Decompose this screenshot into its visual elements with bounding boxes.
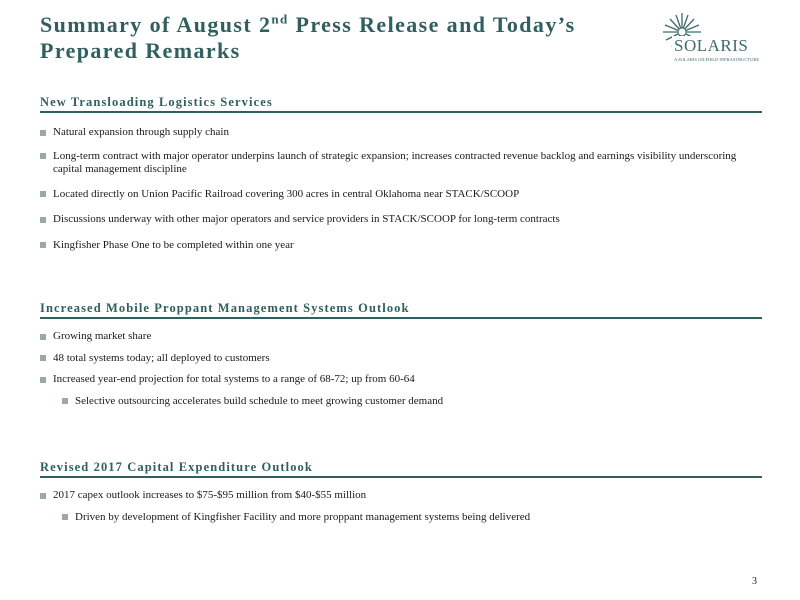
bullet-text: Located directly on Union Pacific Railroad covering 300 acres in central Oklahoma near STACK/SCOOP xyxy=(53,187,520,200)
square-bullet-icon xyxy=(40,493,46,499)
bullet-text: Selective outsourcing accelerates build schedule to meet growing customer demand xyxy=(75,394,444,407)
list-item xyxy=(40,330,760,344)
title-line1-end: Press Release and Today’s xyxy=(288,12,576,37)
list-item xyxy=(40,213,760,227)
page-number: 3 xyxy=(752,576,757,587)
list-item xyxy=(40,188,760,202)
bullet-text: Natural expansion through supply chain xyxy=(53,126,229,138)
sub-list-item xyxy=(62,395,760,409)
title-ordinal-suffix: nd xyxy=(271,11,289,27)
square-bullet-icon xyxy=(40,153,46,159)
square-bullet-icon xyxy=(40,242,46,248)
square-bullet-icon xyxy=(40,334,46,340)
title-line1-start: Summary of August 2 xyxy=(40,12,272,37)
square-bullet-icon xyxy=(62,398,68,404)
bullet-text: 48 total systems today; all deployed to customers xyxy=(53,351,270,364)
sub-list-item xyxy=(62,511,760,525)
bullet-text: Growing market share xyxy=(53,330,152,342)
square-bullet-icon xyxy=(40,130,46,136)
list-item xyxy=(40,352,760,366)
solaris-logo xyxy=(650,10,770,70)
capex-bullet-list xyxy=(40,489,760,524)
square-bullet-icon xyxy=(40,191,46,197)
bullet-text: 2017 capex outlook increases to $75-$95 million from $40-$55 million xyxy=(53,489,367,501)
page-title xyxy=(40,12,640,64)
title-line2: Prepared Remarks xyxy=(40,38,241,63)
section-heading-capex-outlook: Revised 2017 Capital Expenditure Outlook xyxy=(40,459,762,478)
logo-wordmark: SOLARIS xyxy=(674,36,749,55)
bullet-text: Increased year-end projection for total systems to a range of 68-72; up from 60-64 xyxy=(53,373,415,385)
list-item xyxy=(40,239,760,253)
list-item xyxy=(40,489,760,503)
section-heading-proppant-systems: Increased Mobile Proppant Management Systems Outlook xyxy=(40,300,762,319)
square-bullet-icon xyxy=(40,355,46,361)
logo-tagline: A SOLARIS OILFIELD INFRASTRUCTURE xyxy=(674,57,760,62)
section-heading-transloading: New Transloading Logistics Services xyxy=(40,94,762,113)
proppant-bullet-list xyxy=(40,330,760,408)
list-item xyxy=(40,150,760,177)
square-bullet-icon xyxy=(40,377,46,383)
bullet-text: Long-term contract with major operator underpins launch of strategic expansion; increases contracted revenue backlog and earnings visibility underscoring capital management discipline xyxy=(53,149,737,175)
list-item xyxy=(40,126,760,140)
bullet-text: Driven by development of Kingfisher Facility and more proppant management systems being delivered xyxy=(75,510,531,523)
list-item xyxy=(40,373,760,387)
bullet-text: Kingfisher Phase One to be completed within one year xyxy=(53,238,294,251)
square-bullet-icon xyxy=(62,514,68,520)
transloading-bullet-list xyxy=(40,126,760,252)
bullet-text: Discussions underway with other major operators and service providers in STACK/SCOOP for long-term contracts xyxy=(53,213,560,225)
square-bullet-icon xyxy=(40,217,46,223)
